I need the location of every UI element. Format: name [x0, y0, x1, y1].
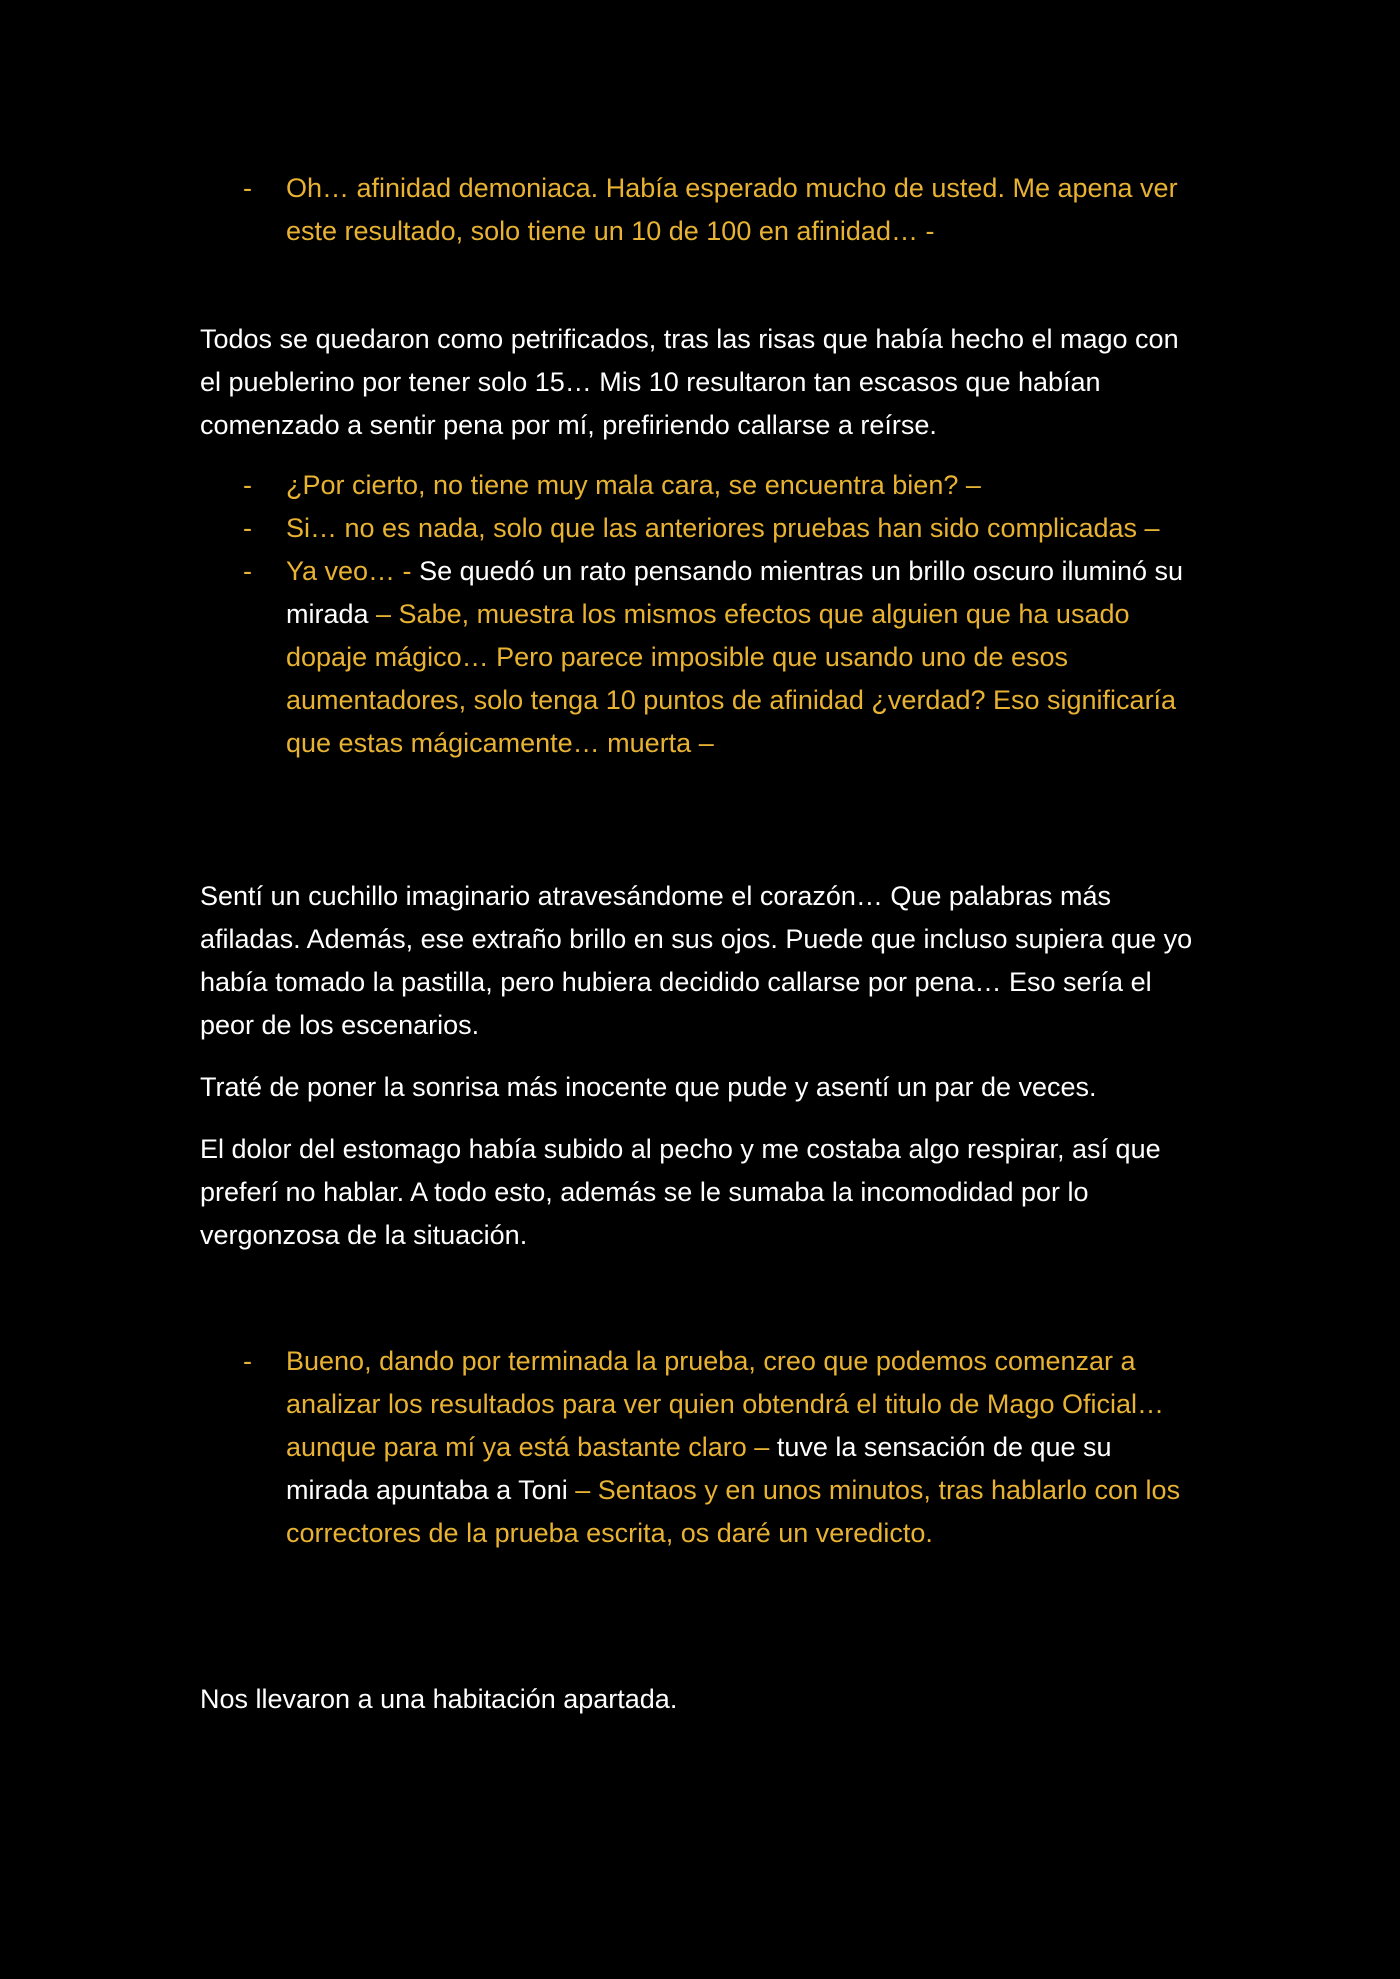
narration-aside: Se quedó un rato pensando mientras un brillo oscuro iluminó su mirada	[286, 556, 1184, 629]
narration-paragraph: Nos llevaron a una habitación apartada.	[200, 1684, 678, 1714]
dialogue-dash: -	[243, 513, 252, 543]
paragraph-3	[200, 1066, 1200, 1109]
paragraph-1	[200, 318, 1200, 447]
narration-paragraph: Sentí un cuchillo imaginario atravesándome el corazón… Que palabras más afiladas. Además, ese extraño brillo en sus ojos. Puede que incluso supiera que yo había tomado la pastilla, pero hubiera decidido callarse por pena… Eso sería el peor de los escenarios.	[200, 881, 1193, 1040]
dialogue-speech: – Sabe, muestra los mismos efectos que alguien que ha usado dopaje mágico… Pero parece imposible que usando uno de esos aumentadores, solo tenga 10 puntos de afinidad ¿verdad? Eso significaría que estas mágicamente… muerta –	[286, 599, 1177, 758]
dialogue-speech: – Sentaos y en unos minutos, tras hablarlo con los correctores de la prueba escrita, os daré un veredicto.	[286, 1475, 1181, 1548]
dialogue-dash: -	[243, 173, 252, 203]
dialogue-speech: Ya veo… -	[286, 556, 412, 586]
narration-paragraph: Todos se quedaron como petrificados, tras las risas que había hecho el mago con el pueblerino por tener solo 15… Mis 10 resultaron tan escasos que habían comenzado a sentir pena por mí, prefiriendo callarse a reírse.	[200, 324, 1179, 440]
dialogue-line	[200, 507, 1200, 550]
paragraph-2	[200, 875, 1200, 1047]
paragraph-5	[200, 1678, 1200, 1721]
dialogue-group	[200, 464, 1200, 765]
dialogue-speech: Bueno, dando por terminada la prueba, creo que podemos comenzar a analizar los resultados para ver quien obtendrá el titulo de Mago Oficial… aunque para mí ya está bastante claro –	[286, 1346, 1164, 1462]
narration-paragraph: El dolor del estomago había subido al pecho y me costaba algo respirar, así que preferí no hablar. A todo esto, además se le sumaba la incomodidad por lo vergonzosa de la situación.	[200, 1134, 1161, 1250]
dialogue-dash: -	[243, 470, 252, 500]
dialogue-speech: ¿Por cierto, no tiene muy mala cara, se encuentra bien? –	[286, 470, 981, 500]
dialogue-line	[200, 550, 1200, 765]
dialogue-line	[200, 1340, 1200, 1555]
dialogue-line	[200, 167, 1200, 253]
dialogue-speech: Si… no es nada, solo que las anteriores pruebas han sido complicadas –	[286, 513, 1160, 543]
dialogue-dash: -	[243, 556, 252, 586]
dialogue-speech: Oh… afinidad demoniaca. Había esperado mucho de usted. Me apena ver este resultado, solo tiene un 10 de 100 en afinidad… -	[286, 173, 1178, 246]
dialogue-dash: -	[243, 1346, 252, 1376]
dialogue-5	[200, 1340, 1200, 1555]
narration-aside: tuve la sensación de que su mirada apuntaba a Toni	[286, 1432, 1112, 1505]
dialogue-1	[200, 167, 1200, 253]
dialogue-line	[200, 464, 1200, 507]
narration-paragraph: Traté de poner la sonrisa más inocente que pude y asentí un par de veces.	[200, 1072, 1097, 1102]
paragraph-4	[200, 1128, 1200, 1257]
